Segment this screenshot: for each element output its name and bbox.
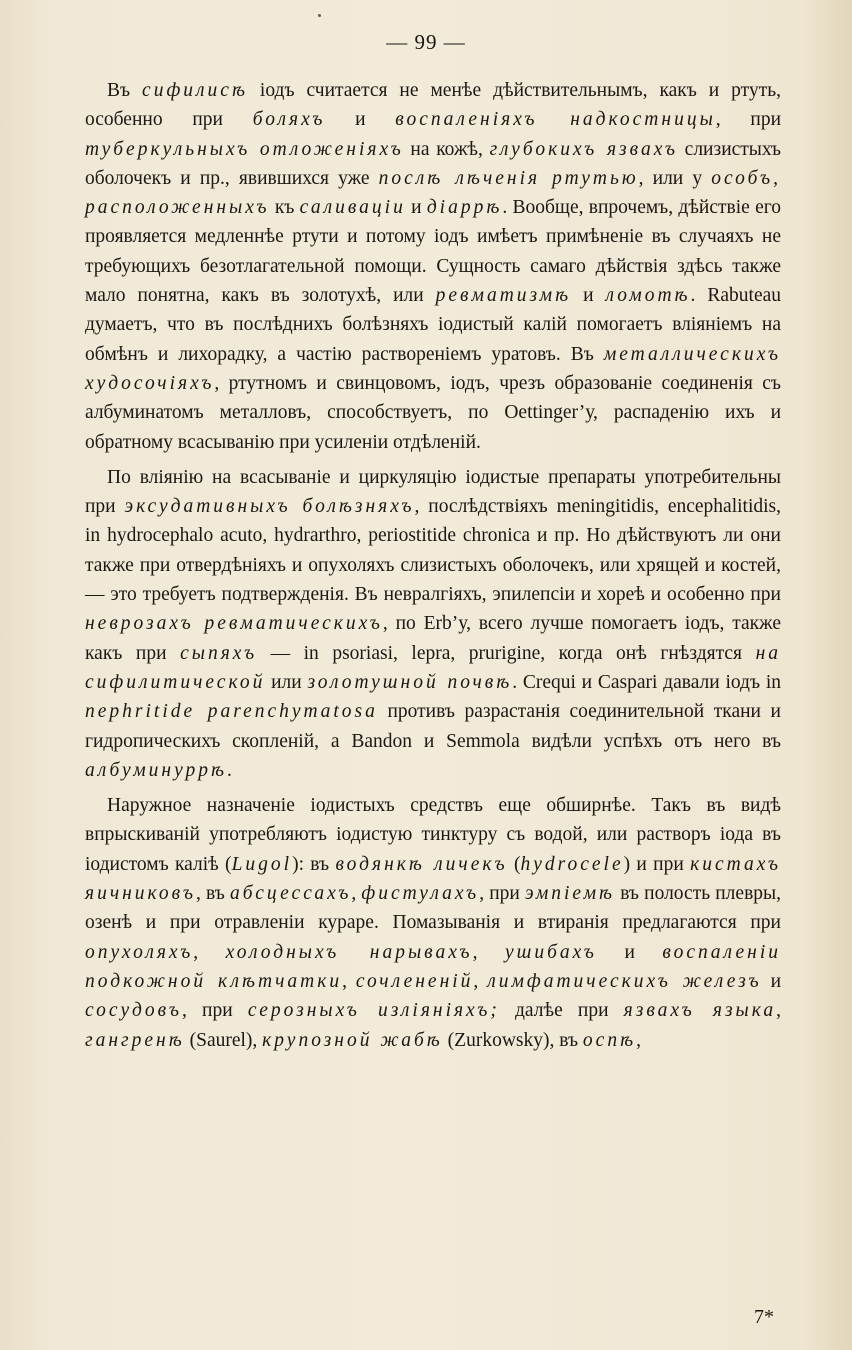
emphasized-term: ушибахъ	[504, 941, 597, 963]
text-run: на кожѣ,	[403, 138, 490, 160]
text-run: . Вообще, впрочемъ, дѣйствіе его проявляется медленнѣе ртути и потому іодъ имѣетъ примѣненіе въ случаяхъ не требующихъ безотлагательной помощи. Сущность самаго дѣйствія здѣсь также мало понятна, какъ въ золотухѣ, или	[85, 197, 782, 307]
text-run: , при	[479, 883, 525, 905]
text-run: . Rabuteau думаетъ, что въ послѣднихъ болѣзняхъ іодистый калій помогаетъ вліяніемъ на обмѣнъ и лихорадку, а частію раствореніемъ уратовъ. Въ	[85, 285, 782, 365]
text-run: и	[571, 285, 606, 307]
emphasized-term: эмпіемѣ	[524, 883, 616, 905]
text-run: (Saurel),	[184, 1029, 263, 1051]
text-run: , при	[715, 109, 782, 131]
paragraph-3	[85, 791, 781, 1055]
paragraph-1	[85, 76, 781, 457]
text-run: ,	[351, 883, 362, 905]
emphasized-term: абсцессахъ	[229, 883, 352, 905]
text-run: въ полость плевры, озенѣ и при отравленіи кураре. Помазыванія и втиранія предлагаются при	[85, 883, 782, 934]
emphasized-term: сыпяхъ	[180, 642, 258, 664]
emphasized-term: неврозахъ ревматическихъ	[85, 613, 383, 635]
emphasized-term: сосудовъ	[85, 1000, 182, 1022]
emphasized-term: эксудативныхъ болѣзняхъ	[124, 496, 415, 518]
emphasized-term: золотушной почвѣ	[307, 671, 513, 693]
emphasized-term: Lugol	[231, 853, 293, 875]
emphasized-term: боляхъ	[252, 109, 326, 131]
text-run: слизистыхъ оболочекъ и пр., явившихся уже	[85, 138, 781, 189]
emphasized-term: hydrocele	[520, 853, 624, 875]
text-run: .	[226, 759, 232, 781]
text-run: или	[265, 671, 308, 693]
text-run: , въ	[196, 883, 230, 905]
emphasized-term: саливаціи	[299, 197, 406, 219]
text-run: . Crequi и Caspari давали іодъ in	[512, 671, 781, 693]
text-run: Наружное назначеніе іодистыхъ средствъ еще обширнѣе. Такъ въ видѣ впрыскиваній употребляютъ іодистую тинктуру съ водой, или растворъ іода въ іодистомъ каліѣ (	[85, 795, 781, 875]
text-run: (	[507, 853, 521, 875]
text-run: и	[761, 970, 781, 992]
paragraph-2	[85, 463, 781, 785]
emphasized-term: воспаленіяхъ надкостницы	[395, 109, 716, 131]
text-run: къ	[269, 197, 300, 219]
emphasized-term: холодныхъ нарывахъ	[225, 941, 473, 963]
emphasized-term: лимфатическихъ железъ	[487, 970, 762, 992]
text-run: іодъ считается не менѣе дѣйствительнымъ, какъ и ртуть, особенно при	[85, 80, 781, 131]
emphasized-term: послѣ лѣченія ртутью	[378, 167, 639, 189]
text-run: ) и при	[623, 853, 691, 875]
text-run: По вліянію на всасываніе и циркуляцію іодистые препараты употребительны при	[85, 466, 781, 518]
text-run: далѣе при	[499, 1000, 624, 1022]
emphasized-term: водянкѣ личекъ	[335, 853, 508, 875]
text-run: (Zurkowsky), въ	[442, 1029, 583, 1051]
emphasized-term: ломотѣ	[605, 285, 691, 307]
text-run: , ртутномъ и свинцовомъ, іодъ, чрезъ образованіе соединенія съ албуминатомъ металловъ, способствуетъ, по Oettinger’у, распаденію ихъ и обратному всасыванію при усиленіи отдѣленій.	[85, 372, 781, 453]
page-number: — 99 —	[386, 30, 466, 54]
text-run: , при	[181, 1000, 248, 1022]
emphasized-term: серозныхъ изліяніяхъ;	[247, 1000, 500, 1022]
emphasized-term: туберкульныхъ отложеніяхъ	[85, 138, 404, 160]
text-run: ,	[193, 941, 226, 963]
emphasized-term: оспѣ	[582, 1029, 637, 1051]
signature-mark: 7*	[754, 1306, 774, 1328]
emphasized-term: особъ, расположенныхъ	[85, 167, 781, 219]
emphasized-term: крупозной жабѣ	[262, 1029, 443, 1051]
text-run: ): въ	[292, 853, 336, 875]
emphasized-term: фистулахъ	[361, 883, 480, 905]
emphasized-term: на сифилитической	[85, 642, 781, 693]
emphasized-term: опухоляхъ	[85, 941, 194, 963]
emphasized-term: сифилисѣ	[142, 80, 248, 101]
emphasized-term: діаррѣ	[426, 197, 503, 219]
emphasized-term: гангренѣ	[85, 1029, 185, 1051]
ink-speck	[318, 14, 321, 17]
text-run: , по Erb’у, всего лучше помогаетъ іодъ, также какъ при	[85, 613, 781, 664]
text-run: Въ	[107, 80, 143, 101]
text-run: — in psoriasi, lepra, prurigine, когда онѣ гнѣздятся	[257, 642, 756, 664]
emphasized-term: ревматизмѣ	[435, 285, 572, 307]
text-run: ,	[636, 1029, 641, 1051]
text-run: , или у	[638, 167, 712, 189]
text-run: ,	[472, 941, 505, 963]
emphasized-term: воспаленіи подкожной клѣтчатки	[85, 941, 782, 992]
emphasized-term: язвахъ языка	[623, 1000, 777, 1022]
emphasized-term: глубокихъ язвахъ	[489, 138, 678, 160]
body-text	[85, 76, 781, 1055]
text-run: , послѣдствіяхъ meningitidis, encephalitidis, in hydrocephalo acuto, hydrarthro, periostitide chronica и пр. Но дѣйствуютъ ли они также при отвердѣніяхъ и опухоляхъ слизистыхъ оболочекъ, или хрящей и костей,— это требуетъ подтвержденія. Въ невралгіяхъ, эпилепсіи и хореѣ и особенно при	[85, 496, 781, 606]
emphasized-term: металлическихъ худосочіяхъ	[85, 343, 781, 394]
text-run: противъ разрастанія соединительной ткани и гидропическихъ скопленій, а Bandon и Semmola видѣли успѣхъ отъ него въ	[85, 701, 781, 752]
text-run: и	[596, 941, 663, 963]
text-run: и	[325, 109, 396, 131]
emphasized-term: албуминуррѣ	[85, 759, 227, 781]
emphasized-term: кистахъ яичниковъ	[85, 853, 781, 905]
emphasized-term: сочлененій	[355, 970, 474, 992]
text-run: и	[405, 197, 427, 219]
text-run: ,	[342, 970, 356, 992]
text-run: ,	[776, 1000, 782, 1022]
text-run: ,	[473, 970, 488, 992]
emphasized-term: nephritide parenchymatosa	[85, 701, 378, 723]
